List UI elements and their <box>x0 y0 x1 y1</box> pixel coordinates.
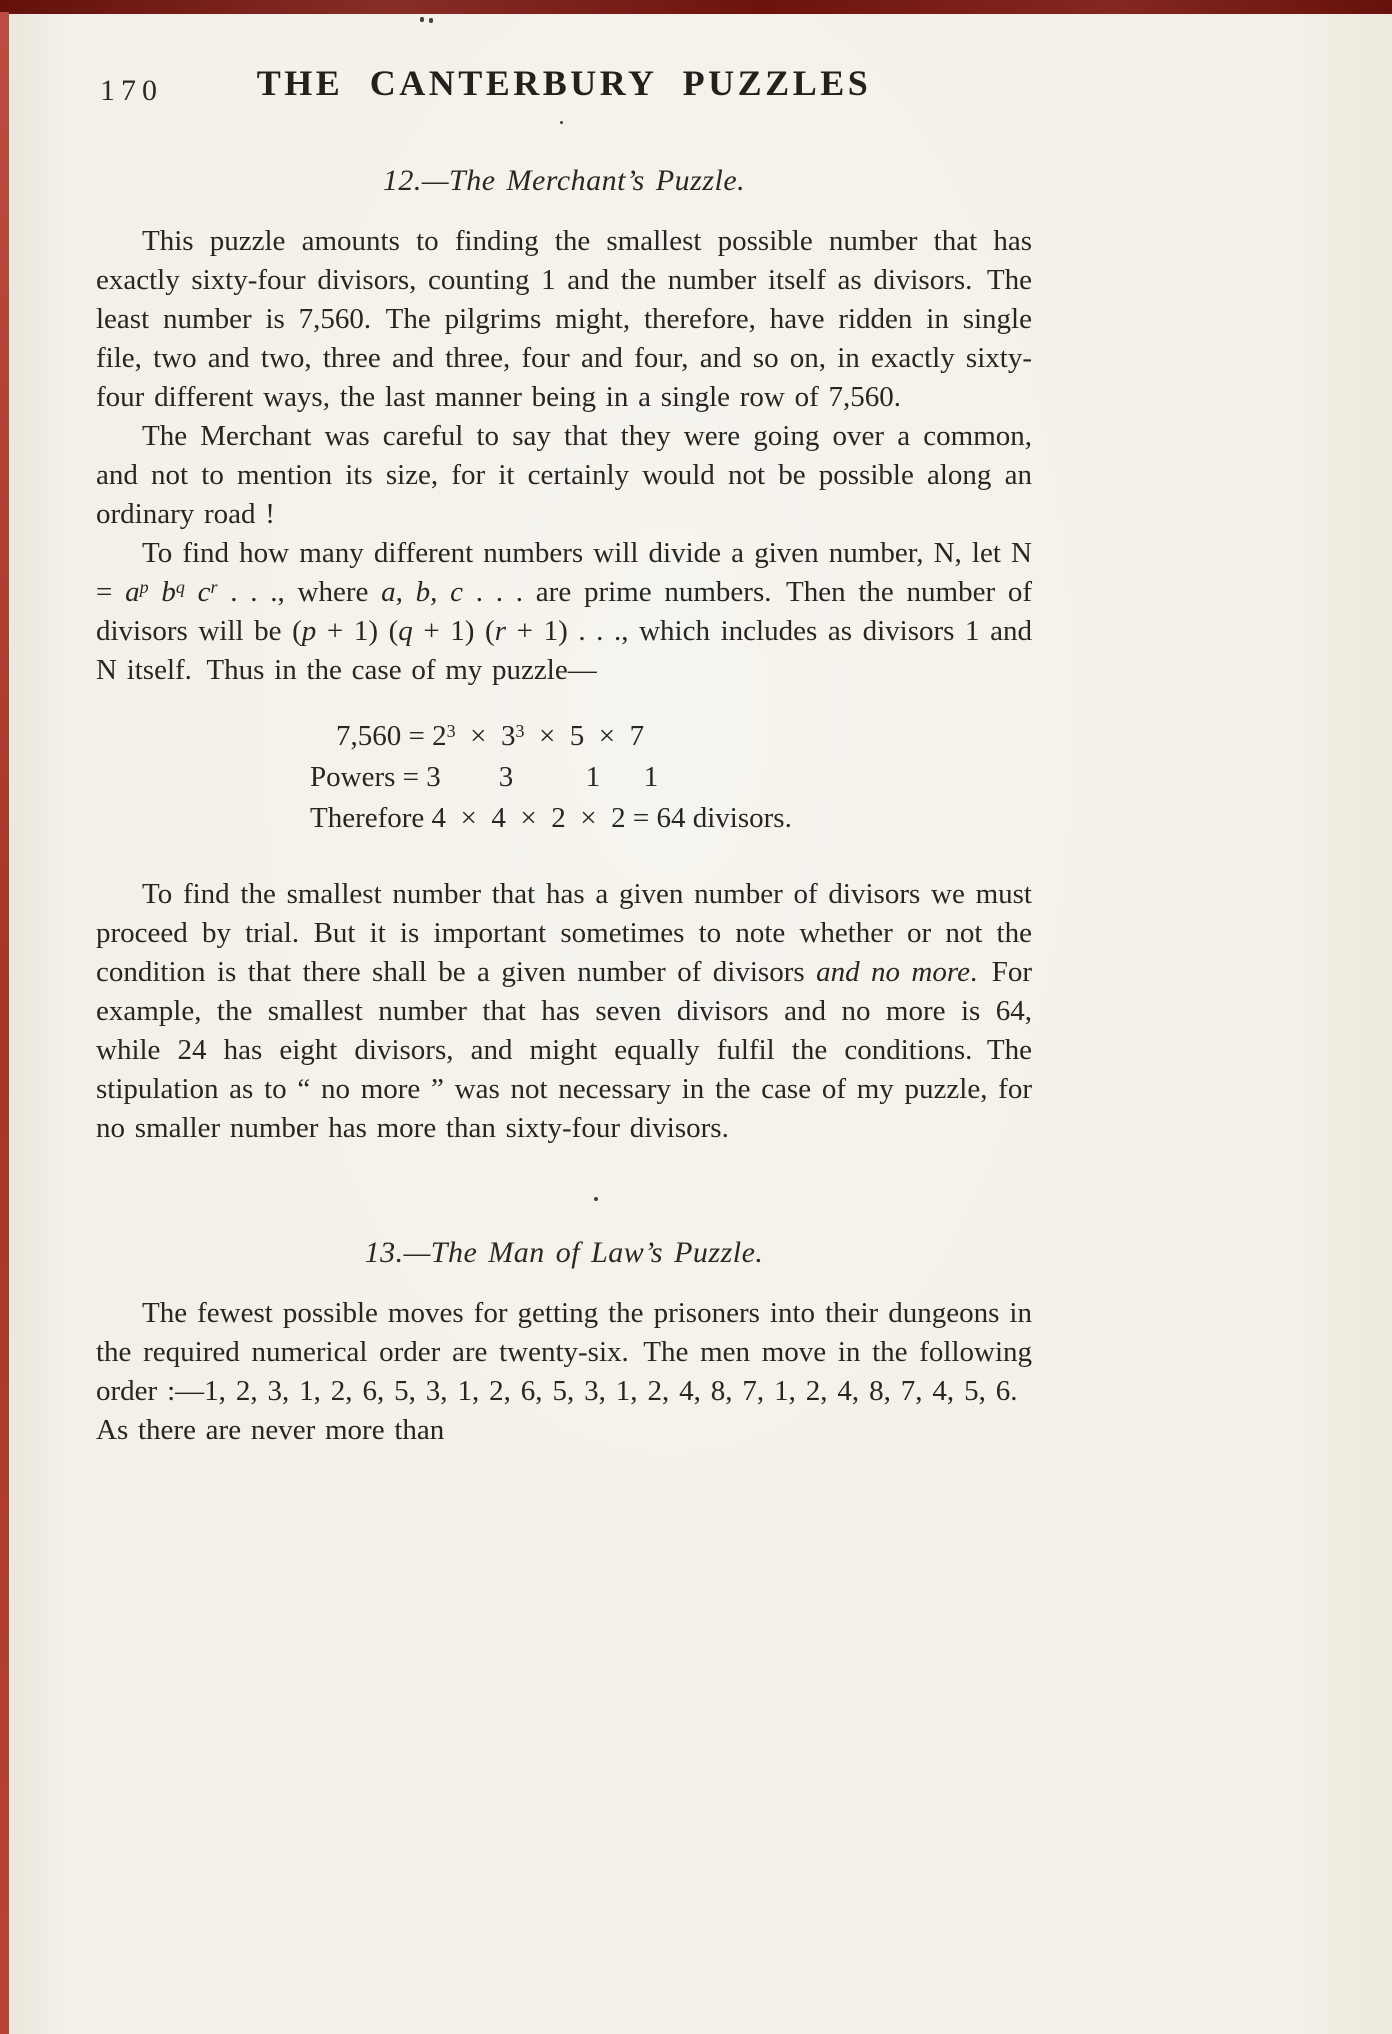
page-content <box>96 54 1032 1450</box>
puzzle-section <box>96 1236 1032 1450</box>
paragraph: The fewest possible moves for getting the prisoners into their dungeons in the required numerical order are twenty-six. The men move in the following order :—1, 2, 3, 1, 2, 6, 5, 3, 1, 2, 6, 5, 3, 1, 2, 4, 8, 7, 1, 2, 4, 8, 7, 4, 5, 6. As there are never more than <box>96 1297 1032 1446</box>
paragraph: To find how many different numbers will divide a given number, N, let $N = a^p$ $b^q$ $c^r$ . . ., where a, b, c . . . are prime numbers. Then the number of divisors will be (p + 1) (q + 1) (r + 1) . . ., which includes as divisors 1 and N itself. Thus in the case of my puzzle— <box>96 537 1033 686</box>
scan-top-edge <box>0 0 1392 14</box>
page-number: 170 <box>100 74 163 107</box>
math-line: Powers = 3 3 1 1 <box>310 761 659 793</box>
puzzle-section <box>96 164 1032 1148</box>
running-title: THE CANTERBURY PUZZLES <box>256 63 872 103</box>
section-heading: 12.—The Merchant’s Puzzle. <box>382 164 746 197</box>
paragraph: To find the smallest number that has a given number of divisors we must proceed by trial. But it is important sometimes to note whether or not the condition is that there shall be a given number of divisors and no more. For example, the smallest number that has seven divisors and no more is 64, while 24 has eight divisors, and might equally fulfil the conditions. The stipulation as to “ no more ” was not necessary in the case of my puzzle, for no smaller number has more than sixty-four divisors. <box>96 878 1033 1144</box>
page-header <box>96 54 1032 120</box>
scan-artifact <box>420 17 424 22</box>
math-block <box>96 716 1032 839</box>
paragraph: This puzzle amounts to finding the smallest possible number that has exactly sixty-four divisors, counting 1 and the number itself as divisors. The least number is 7,560. The pilgrims might, therefore, have ridden in single file, two and two, three and three, four and four, and so on, in exactly sixty-four different ways, the last manner being in a single row of 7,560. <box>96 225 1032 413</box>
paragraph: The Merchant was careful to say that they were going over a common, and not to mention its size, for it certainly would not be possible along an ordinary road ! <box>96 420 1032 530</box>
sections <box>96 164 1032 1450</box>
scan-left-edge <box>0 12 9 2034</box>
math-line: $7,560 = 2^3 \times 3^3 \times 5 \times 7$ <box>336 720 645 752</box>
math-line: Therefore 4 × 4 × 2 × 2 = 64 divisors. <box>310 802 792 834</box>
section-heading: 13.—The Man of Law’s Puzzle. <box>364 1236 764 1269</box>
